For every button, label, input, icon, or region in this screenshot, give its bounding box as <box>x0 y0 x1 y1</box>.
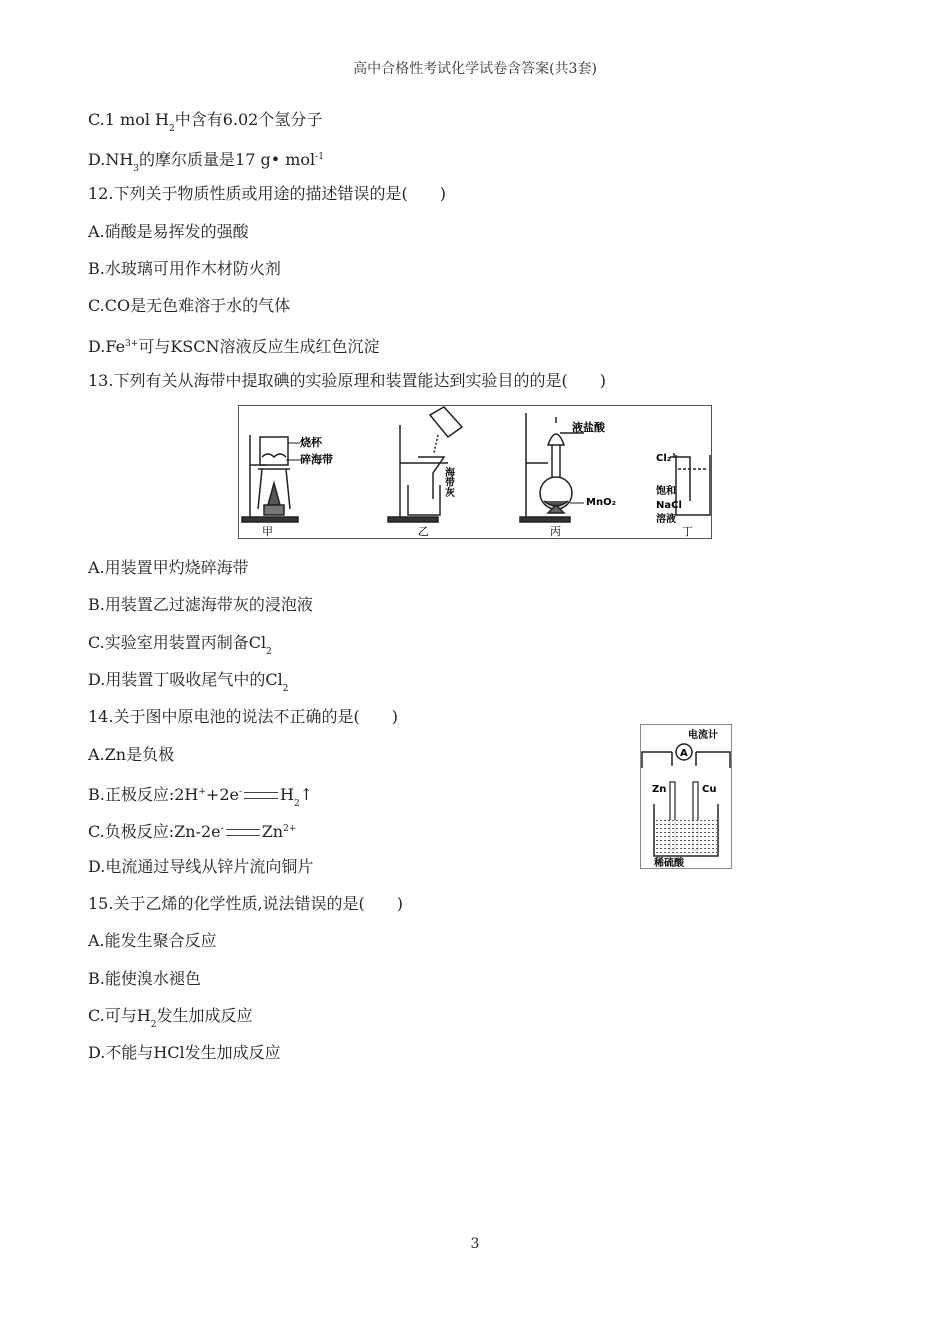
q12-stem: 12.下列关于物质性质或用途的描述错误的是( ) <box>88 184 446 203</box>
apparatus-jia <box>242 435 298 522</box>
q13-d-text: D.用装置丁吸收尾气中的Cl <box>88 670 283 689</box>
q13-option-c <box>88 633 272 662</box>
q14-option-b <box>88 782 313 814</box>
label-hydrochloric-acid: 液盐酸 <box>572 421 605 434</box>
q14-c-text: C.负极反应:Zn-2e <box>88 822 221 841</box>
page-number: 3 <box>470 1236 480 1252</box>
q14-galvanic-cell-figure <box>640 724 732 869</box>
page-header: 高中合格性考试化学试卷含答案(共3套) <box>353 61 597 77</box>
q13-d-sub: 2 <box>282 684 289 694</box>
q15-option-b: B.能使溴水褪色 <box>88 969 201 988</box>
q11-c-sub: 2 <box>168 124 175 134</box>
gas-arrow-icon: ↑ <box>299 785 314 804</box>
galvanic-cell-diagram <box>640 724 732 869</box>
label-saturated: 饱和 <box>656 486 676 497</box>
caption-jia: 甲 <box>262 525 273 538</box>
q12-option-b: B.水玻璃可用作木材防火剂 <box>88 259 281 278</box>
q14-b-sub: 2 <box>293 799 300 809</box>
q14-b-sup1: + <box>198 787 206 797</box>
q12-option-d <box>88 334 380 357</box>
q11-d-sup: -1 <box>315 152 324 162</box>
q14-c-sup2: 2+ <box>283 824 297 834</box>
q14-b-product: H <box>280 785 294 804</box>
apparatus-yi <box>388 407 462 522</box>
q11-d-text-mid: 的摩尔质量是17 g• mol <box>139 150 316 169</box>
q12-d-sup: 3+ <box>125 339 139 349</box>
label-seaweed-ash: 海带灰 <box>442 467 454 497</box>
label-seaweed: 碎海带 <box>300 453 333 466</box>
caption-yi: 乙 <box>418 525 429 538</box>
equals-sign <box>226 829 260 836</box>
q14-b-sup2: - <box>238 787 243 797</box>
label-beaker: 烧杯 <box>300 436 322 449</box>
label-cl2: Cl₂ <box>656 453 672 464</box>
q12-option-a: A.硝酸是易挥发的强酸 <box>88 222 249 241</box>
q11-c-text-post: 中含有6.02个氢分子 <box>174 110 323 129</box>
label-dilute-sulfuric-acid: 稀硫酸 <box>654 858 684 869</box>
q12-option-c: C.CO是无色难溶于水的气体 <box>88 296 291 315</box>
q14-c-product: Zn <box>261 822 284 841</box>
label-mno2: MnO₂ <box>586 497 616 508</box>
q14-b-text: B.正极反应:2H <box>88 785 199 804</box>
q13-stem: 13.下列有关从海带中提取碘的实验原理和装置能达到实验目的的是( ) <box>88 371 606 390</box>
q15-option-c <box>88 1006 252 1035</box>
q14-b-text-mid: +2e <box>205 785 239 804</box>
q13-option-a: A.用装置甲灼烧碎海带 <box>88 558 249 577</box>
q14-option-a: A.Zn是负极 <box>88 745 175 764</box>
caption-ding: 丁 <box>682 525 693 538</box>
label-nacl: NaCl <box>656 500 682 511</box>
q13-option-b: B.用装置乙过滤海带灰的浸泡液 <box>88 595 313 614</box>
apparatus-diagram <box>238 405 712 539</box>
label-solution: 溶液 <box>656 514 676 525</box>
q11-option-c <box>88 110 322 139</box>
q11-d-sub: 3 <box>133 164 140 174</box>
caption-bing: 丙 <box>550 525 561 538</box>
q15-c-text-post: 发生加成反应 <box>156 1006 253 1025</box>
q11-c-text: C.1 mol H <box>88 110 169 129</box>
q12-d-text: D.Fe <box>88 337 126 356</box>
equals-sign <box>244 792 278 799</box>
q14-c-sup1: - <box>220 824 224 834</box>
q13-c-sub: 2 <box>266 647 272 657</box>
q15-c-sub: 2 <box>150 1020 157 1030</box>
q13-option-d <box>88 670 288 699</box>
q14-option-d: D.电流通过导线从锌片流向铜片 <box>88 857 314 876</box>
label-cu: Cu <box>702 784 717 795</box>
q15-option-a: A.能发生聚合反应 <box>88 931 217 950</box>
q14-option-c <box>88 819 296 842</box>
q12-d-text-post: 可与KSCN溶液反应生成红色沉淀 <box>138 337 380 356</box>
q13-apparatus-figure <box>238 405 712 539</box>
q15-option-d: D.不能与HCl发生加成反应 <box>88 1043 281 1062</box>
q14-stem: 14.关于图中原电池的说法不正确的是( ) <box>88 707 398 726</box>
q11-option-d <box>88 147 324 179</box>
q15-stem: 15.关于乙烯的化学性质,说法错误的是( ) <box>88 894 404 913</box>
q15-c-text: C.可与H <box>88 1006 151 1025</box>
label-ammeter: 电流计 <box>688 730 718 741</box>
label-zn: Zn <box>652 784 667 795</box>
q11-d-text: D.NH <box>88 150 134 169</box>
q13-c-text: C.实验室用装置丙制备Cl <box>88 633 267 652</box>
ammeter-symbol: A <box>680 748 688 759</box>
